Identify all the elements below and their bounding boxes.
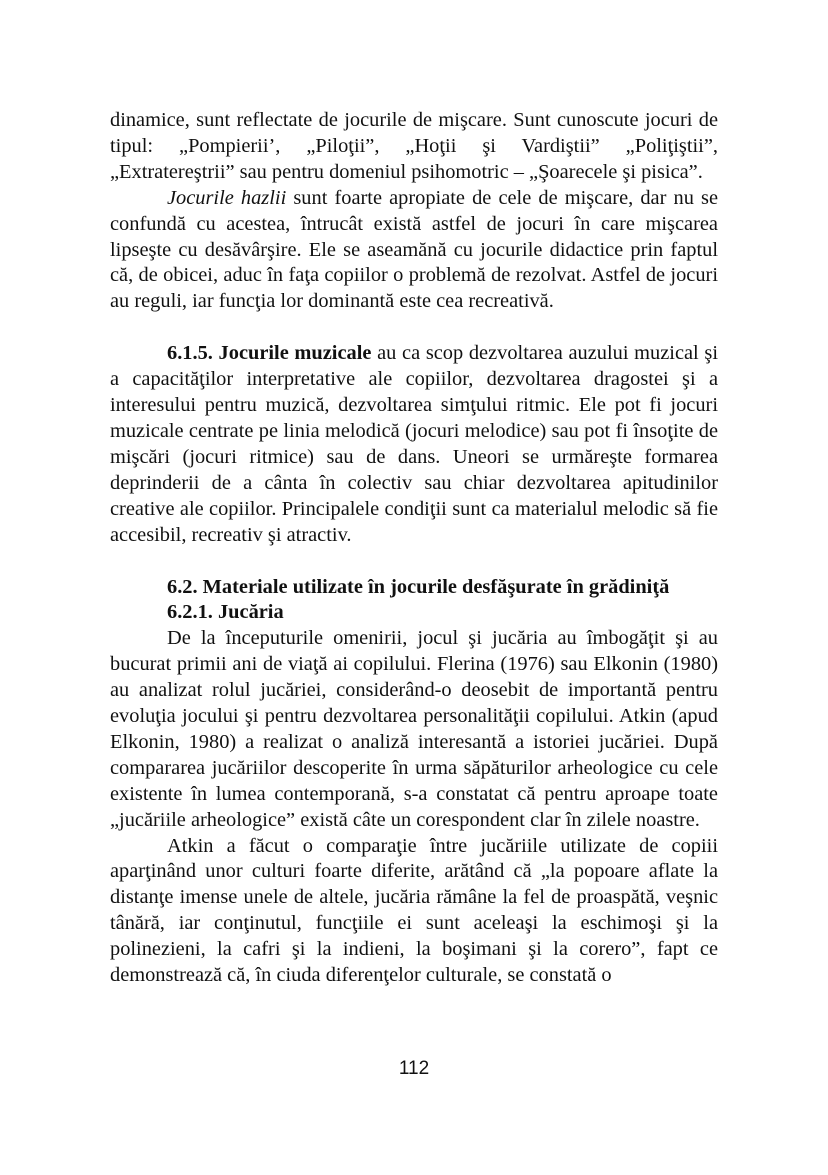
paragraph-jucaria-intro (110, 626, 718, 833)
paragraph-jocurile-hazlii (110, 186, 718, 316)
paragraph-continuation (110, 108, 718, 186)
paragraph-text: sunt foarte apropiate de cele de mişcare, dar nu se confundă cu acestea, întrucât există astfel de jocuri în care mişcarea lipseşte cu desăvârşire. Ele se aseamănă cu jocurile didactice prin faptul că, de obicei, aduc în faţa copiilor o problemă de rezolvat. Astfel de jocuri au reguli, iar funcţia lor dominantă este cea recreativă. (110, 186, 718, 313)
run-in-heading: 6.1.5. Jocurile muzicale (167, 342, 372, 365)
paragraph-text: au ca scop dezvoltarea auzului muzical şi a capacităţilor interpretative ale copiilor, dezvoltarea dragostei şi a interesului pentru muzică, dezvoltarea simţului ritmic. Ele pot fi jocuri muzicale centrate pe linia melodică (jocuri melodice) sau pot fi însoţite de mişcări (jocuri ritmice) sau de dans. Uneori se urmăreşte formarea deprinderii de a cânta în colectiv sau chiar dezvoltarea apitudinilor creative ale copiilor. Principalele condiţii sunt ca materialul melodic să fie accesibil, recreativ şi atractiv. (110, 342, 718, 546)
page-body (110, 108, 718, 989)
subsection-heading: 6.2.1. Jucăria (167, 601, 284, 624)
paragraph-jocurile-muzicale (110, 341, 718, 548)
italic-term: Jocurile hazlii (167, 186, 287, 209)
page-number: 112 (398, 1058, 430, 1079)
paragraph-text: De la începuturile omenirii, jocul şi jucăria au îmbogăţit şi au bucurat primii ani de viaţă ai copilului. Flerina (1976) sau Elkonin (1980) au analizat rolul jucăriei, considerând-o deosebit de importantă pentru evoluţia jocului şi pentru dezvoltarea personalităţii copilului. Atkin (apud Elkonin, 1980) a realizat o analiză interesantă a istoriei jucăriei. După compararea jucăriilor descoperite în urma săpăturilor arheologice cu cele existente în lumea contemporană, s-a constatat că pentru aproape toate „jucăriile arheologice” există câte un corespondent clar în zilele noastre. (110, 627, 718, 831)
paragraph-atkin-comparison (110, 834, 718, 989)
paragraph-text: dinamice, sunt reflectate de jocurile de mişcare. Sunt cunoscute jocuri de tipul: „Pompierii’, „Piloţii”, „Hoţii şi Vardiştii” „Poliţiştii”, „Extratereştrii” sau pentru domeniul psihomotric – „Şoarecele şi pisica”. (110, 109, 718, 183)
section-heading: 6.2. Materiale utilizate în jocurile desfăşurate în grădiniţă (167, 575, 670, 598)
paragraph-text: Atkin a făcut o comparaţie între jucăriile utilizate de copiii aparţinând unor culturi foarte diferite, arătând că „la popoare aflate la distanţe imense unele de altele, jucăria rămâne la fel de proaspătă, veşnic tânără, iar conţinutul, funcţiile ei sunt aceleaşi la eschimoşi şi la polinezieni, la cafri şi la indieni, la boşimani şi la corero”, fapt ce demonstrează că, în ciuda diferenţelor culturale, se constată o (110, 834, 718, 987)
